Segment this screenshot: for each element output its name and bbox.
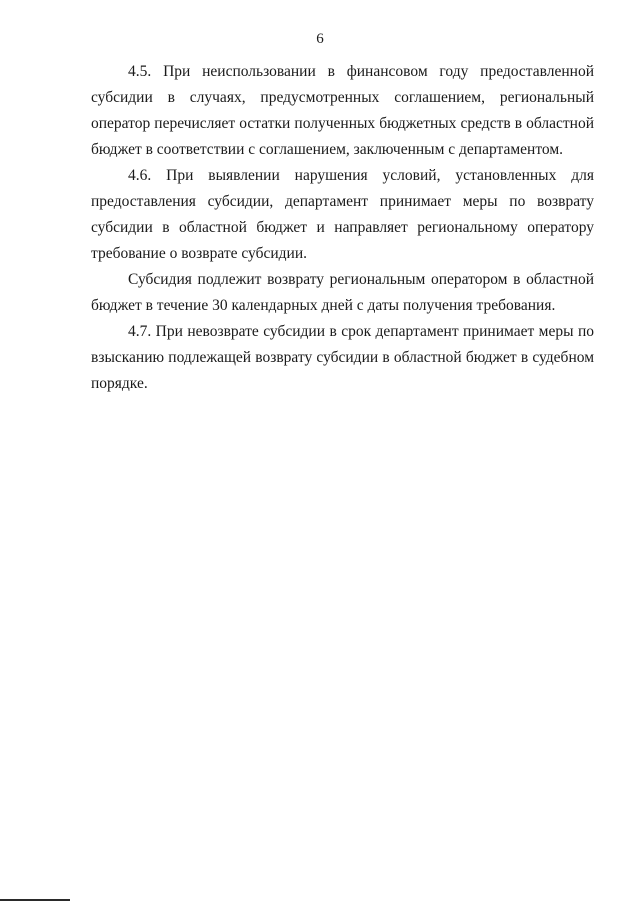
document-body [91,59,594,397]
paragraph-4-6: 4.6. При выявлении нарушения условий, установленных для предоставления субсидии, департамент принимает меры по возврату субсидии в областной бюджет и направляет региональному оператору требование о возврате субсидии. [91,167,594,262]
paragraph-4-5: 4.5. При неиспользовании в финансовом году предоставленной субсидии в случаях, предусмотренных соглашением, региональный оператор перечисляет остатки полученных бюджетных средств в областной бюджет в соответствии с соглашением, заключенным с департаментом. [91,63,594,158]
paragraph-subsidy-return: Субсидия подлежит возврату региональным оператором в областной бюджет в течение 30 календарных дней с даты получения требования. [91,271,594,314]
page-number: 6 [316,31,324,47]
paragraph-4-7: 4.7. При невозврате субсидии в срок департамент принимает меры по взысканию подлежащей возврату субсидии в областной бюджет в судебном порядке. [91,323,594,392]
